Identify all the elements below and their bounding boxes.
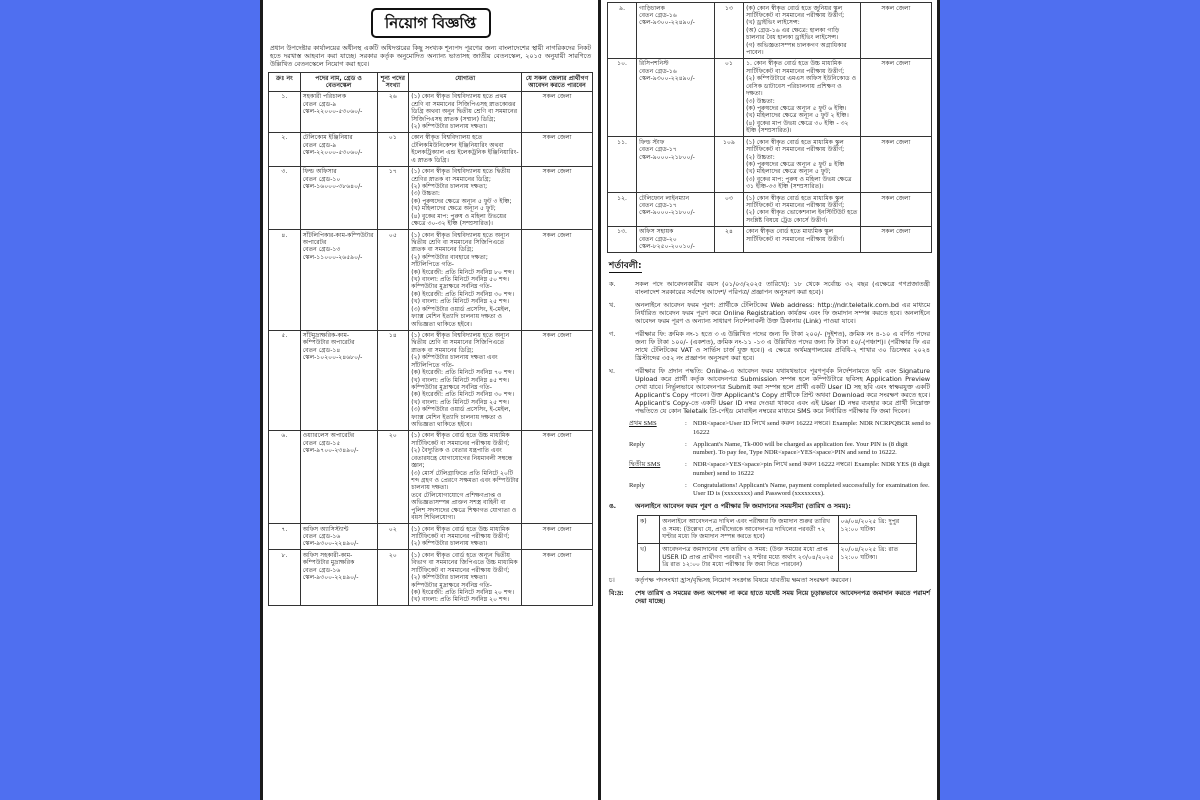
condition-item — [609, 301, 930, 325]
table-row — [269, 230, 593, 330]
job-table-right-body — [608, 3, 932, 253]
notice-title: নিয়োগ বিজ্ঞপ্তি — [371, 8, 491, 38]
footer-key: চ। — [609, 575, 615, 584]
post-line: স্কেল-৯০০০-২১৮০০/- — [639, 153, 695, 161]
conditions-list — [607, 280, 932, 415]
qualification-line: (ক) পুরুষদের ক্ষেত্রে অন্যূন ৫ ফুট ৩ ইঞ্চি; — [411, 197, 512, 205]
qualification-line: (খ) মহিলাদের ক্ষেত্রে অন্যূন ৫ ফুট; — [411, 205, 496, 213]
deadline-heading — [609, 502, 930, 510]
qualification-line: (খ) বাংলা: প্রতি মিনিটে সর্বনিম্ন ২০ শব্দ। — [411, 596, 510, 604]
qualification-line: (২) বৈদ্যুতিক ও বেতার যন্ত্রপাতি এবং বেতারযন্ত্রে যোগাযোগের নিয়মাবলী সম্বন্ধে জ্ঞান; — [411, 447, 513, 470]
qualification-line: (৩) উচ্চতা: — [746, 97, 775, 105]
qualification-line: (ক) ইংরেজী: প্রতি মিনিটে সর্বনিম্ন ৮০ শব্দ। — [411, 268, 515, 276]
job-table-left-body — [269, 91, 593, 605]
cell-serial: ৪. — [269, 230, 301, 330]
sms-row — [629, 420, 932, 436]
qualification-line: কম্পিউটার মুদ্রাক্ষরে সর্বনিম্ন গতি- — [411, 283, 492, 291]
post-line: বেতন গ্রেড-১৭ — [639, 202, 677, 210]
cell-post — [637, 226, 715, 252]
qualification-line: (৪) বুকের মাপ উভয় ক্ষেত্রে ৩০ ইঞ্চি - ৩২ ইঞ্চি (সম্প্রসারিত)। — [746, 119, 849, 135]
cell-districts: সকল জেলা — [522, 132, 593, 166]
post-line: ফিল্ড অফিসার — [302, 168, 337, 176]
deadline-key: খ) — [638, 544, 660, 572]
condition-text: সকল পদে আবেদনকারীর বয়স (০১/০৩/২০২৫ তারিখে): ১৮ থেকে সর্বোচ্চ ৩২ বছর (এক্ষেত্রে গণপ্রজাতন্ত্রী বাংলাদেশ সরকারের সর্বশেষ আদেশ/ পরিপত্র/ প্রজ্ঞাপন অনুসরণ করা হবে)। — [635, 280, 930, 297]
post-line: বেতন গ্রেড-১৬ — [302, 566, 341, 574]
cell-post — [637, 58, 715, 136]
sms-colon: : — [685, 481, 687, 489]
qualification-line: (১) কোন স্বীকৃত বোর্ড হতে উচ্চ মাধ্যমিক সার্টিফিকেট বা সমমানের পরীক্ষায় উত্তীর্ণ; — [411, 525, 510, 540]
qualification-line: (অ) গ্রেড-১৬ এর ক্ষেত্রে: হালকা গাড়ি চালনার বৈধ হালকা ড্রাইভিং লাইসেন্স। — [746, 26, 840, 42]
cell-districts: সকল জেলা — [522, 330, 593, 430]
cell-post — [300, 230, 377, 330]
qualification-line: (৩) কম্পিউটার ওয়ার্ড প্রসেসিং, ই-মেইল, ফ্যাক্স মেশিন ইত্যাদি চালনায় দক্ষতা ও অভিজ্ঞতা থাকিতে হইবে। — [411, 305, 511, 328]
qualification-line: (গ) অভিজ্ঞতাসম্পন্ন চালকগণ অগ্রাধিকার পাবেন। — [746, 41, 847, 57]
conditions-heading: শর্তাবলী: — [609, 261, 642, 273]
footer-text: শেষ তারিখ ও সময়ের জন্য অপেক্ষা না করে হাতে যথেষ্ট সময় নিয়ে চূড়ান্তভাবে আবেদনপত্র জমাদান করতে পরামর্শ দেয়া যাচ্ছে। — [635, 588, 930, 605]
cell-vacancies: ১৪ — [377, 330, 409, 430]
qualification-line: (২) কম্পিউটার চালনায় দক্ষতা। — [411, 123, 488, 131]
cell-serial: ১০. — [608, 58, 637, 136]
qualification-line: (১) কোন স্বীকৃত বিশ্ববিদ্যালয় হতে প্রথম শ্রেণি বা সমমানের সিজিপিএসহ স্নাতকোত্তর ডিগ্রি অথবা অনুন দ্বিতীয় শ্রেণি বা সমমানের সিজিপিএসহ স্নাতক (সম্মান) ডিগ্রি; — [411, 93, 518, 123]
notice-sheet — [260, 0, 940, 800]
qualification-line: (খ) বাংলা: প্রতি মিনিটে সর্বনিম্ন ২৫ শব্দ। — [411, 298, 510, 306]
qualification-line: (খ) বাংলা: প্রতি মিনিটে সর্বনিম্ন ৫০ শব্দ। — [411, 276, 510, 284]
table-row — [608, 226, 932, 252]
cell-serial: ১২. — [608, 193, 637, 227]
post-line: স্কেল-৯৩০০-২২৪৯০/- — [302, 540, 359, 548]
post-line: বেতন গ্রেড-৯ — [302, 100, 337, 108]
cell-serial: ৬. — [269, 430, 301, 523]
table-row — [269, 91, 593, 132]
table-row — [269, 132, 593, 166]
deadline-key: ক) — [638, 516, 660, 544]
header-post: পদের নাম, গ্রেড ও বেতনস্কেল — [300, 73, 377, 92]
post-line: সাঁটমুদ্রাক্ষরিক-কাম-কম্পিউটার অপারেটর — [302, 332, 355, 347]
qualification-line: কোন স্বীকৃত বোর্ড হতে মাধ্যমিক স্কুল সার্টিফিকেট বা সমমানের পরীক্ষায় উত্তীর্ণ। — [746, 228, 845, 243]
cell-districts: সকল জেলা — [522, 166, 593, 229]
post-line: অফিস সহকারী-কাম-কম্পিউটার মুদ্রাক্ষরিক — [302, 551, 355, 567]
post-line: স্কেল-৮২৫০-২০০১০/- — [639, 243, 695, 251]
cell-serial: ২. — [269, 132, 301, 166]
post-line: স্কেল-৯৩০০-২২৪৯০/- — [302, 574, 359, 582]
deadline-text: আবেদনপত্র জমাদানের শেষ তারিখ ও সময়: (উক্ত সময়ের মধ্যে প্রাপ্ত USER ID প্রাপ্ত প্রার্থীগণ পরবর্তী ৭২ ঘণ্টার মধ্যে অর্থাৎ ২৩/০৪/২০২৫ খ্রি রাত ১২:০০ টার মধ্যে পরীক্ষার ফি জমা দিতে পারবেন) — [660, 544, 838, 572]
qualification-line: (২) কম্পিউটার চালনায় দক্ষতা; — [411, 182, 488, 190]
cell-vacancies: ১৩ — [714, 3, 743, 59]
qualification-line: সাঁটলিপিতে গতি- — [411, 261, 454, 269]
cell-qualification — [409, 524, 522, 550]
table-row — [608, 3, 932, 59]
qualification-line: (২) কম্পিউটার চালনায় দক্ষতা এবং সাঁটলিপিতে গতি- — [411, 354, 498, 369]
post-line: বেতন গ্রেড-২০ — [639, 235, 677, 243]
cell-vacancies: ১০৯ — [714, 137, 743, 193]
condition-item — [609, 330, 930, 362]
cell-serial: ১৩. — [608, 226, 637, 252]
table-row — [608, 58, 932, 136]
left-column — [268, 0, 593, 800]
post-line: রিসিপশনিস্ট — [639, 60, 669, 68]
cell-vacancies: ২০ — [377, 550, 409, 606]
table-row — [269, 166, 593, 229]
cell-vacancies: ২৬ — [377, 91, 409, 132]
cell-districts: সকল জেলা — [522, 430, 593, 523]
cell-post — [637, 3, 715, 59]
sms-instructions — [607, 420, 932, 498]
table-row — [269, 330, 593, 430]
cell-serial: ১১. — [608, 137, 637, 193]
condition-item — [609, 280, 930, 296]
post-line: বেতন গ্রেড-১৬ — [639, 11, 677, 19]
qualification-line: (খ) মহিলাদের ক্ষেত্রে অন্যূন ৫ ফুট; — [746, 168, 831, 176]
right-column — [607, 0, 932, 800]
footer-key: বি:দ্র: — [609, 588, 624, 597]
cell-serial: ৯. — [608, 3, 637, 59]
footer-notes — [607, 576, 932, 605]
post-line: স্কেল-১১০০০-২৬৫৯০/- — [302, 253, 363, 261]
cell-qualification — [744, 3, 861, 59]
cell-qualification — [409, 166, 522, 229]
sms-row — [629, 461, 932, 477]
cell-qualification — [409, 430, 522, 523]
qualification-line: (৪) বুকের মাপ: পুরুষ ও মহিলা উভয়ের ক্ষেত্রে ৩০-৩২ ইঞ্চি (সম্প্রসারিত)। — [411, 212, 507, 228]
cell-post — [300, 166, 377, 229]
job-table-right — [607, 2, 932, 253]
cell-districts: সকল জেলা — [860, 193, 931, 227]
qualification-line: (১) কোন স্বীকৃত বোর্ড হতে উচ্চ মাধ্যমিক সার্টিফিকেট বা সমমানের পরীক্ষায় উত্তীর্ণ; — [411, 432, 510, 447]
post-line: অফিস অ্যাসিস্ট্যান্ট — [302, 525, 349, 533]
condition-item — [609, 367, 930, 415]
cell-post — [637, 193, 715, 227]
qualification-line: ১. কোন স্বীকৃত বোর্ড হতে উচ্চ মাধ্যমিক সার্টিফিকেট বা সমমানের পরীক্ষায় উত্তীর্ণ; — [746, 60, 845, 75]
qualification-line: (খ) বাংলা: প্রতি মিনিটে সর্বনিম্ন ২৫ শব্দ। — [411, 398, 510, 406]
qualification-line: কম্পিউটার মুদ্রাক্ষরে সর্বনিম্ন গতি- — [411, 383, 492, 391]
center-divider-rule — [598, 0, 601, 800]
cell-serial: ১. — [269, 91, 301, 132]
qualification-line: (৩) মোর্স টেলিগ্রাফিতে প্রতি মিনিটে ২০টি শব্দ গ্রহণ ও প্রেরণে সক্ষমতা এবং কম্পিউটার চালনায় দক্ষতা। — [411, 469, 519, 492]
sms-text: Applicant's Name, Tk-000 will be charged as application fee. Your PIN is (8 digit number). To pay fee, Type NDR<space>YES<space>PIN and send to 16222. — [693, 440, 908, 457]
cell-post — [300, 430, 377, 523]
cell-serial: ৩. — [269, 166, 301, 229]
header-districts: যে সকল জেলার প্রার্থীগণ আবেদন করতে পারবেন — [522, 73, 593, 92]
cell-districts: সকল জেলা — [860, 58, 931, 136]
cell-vacancies: ১৭ — [377, 166, 409, 229]
footer-item — [609, 576, 930, 584]
cell-vacancies: ০২ — [377, 524, 409, 550]
condition-key: খ. — [609, 301, 616, 310]
qualification-line: (২) উচ্চতা: — [746, 153, 775, 161]
table-row — [269, 430, 593, 523]
cell-post — [300, 91, 377, 132]
sms-text: Congratulations! Applicant's Name, payment completed successfully for examination fee. User ID is (xxxxxxxx) and Password (xxxxxxxx). — [693, 481, 930, 497]
deadline-text: অনলাইনে আবেদনপত্র দাখিল এবং পরীক্ষার ফি জমাদান শুরুর তারিখ ও সময়: (উল্লেখ্য যে, প্রার্থীদেরকে আবেদনপত্র দাখিলের পরবর্তী ৭২ ঘণ্টার মধ্যে ফি জমাদান সম্পন্ন করতে হবে) — [660, 516, 838, 544]
post-line: স্কেল-৯৩০০-২২৪৯০/- — [639, 75, 695, 83]
post-line: স্কেল-৯০০০-২১৮০০/- — [639, 209, 695, 217]
cell-post — [300, 330, 377, 430]
condition-text: পরীক্ষার ফি প্রদান পদ্ধতি: Online-এ আবেদন ফরম যথাযথভাবে পূরণপূর্বক নির্দেশনামতে ছবি এবং Signature Upload করে প্রার্থী কর্তৃক আবেদনপত্র Submission সম্পন্ন হলে কম্পিউটারে ছবিসহ Application Preview দেখা যাবে। নির্ভুলভাবে আবেদনপত্র Submit করা সম্পন্ন হলে প্রার্থী একটি User ID সহ ছবি এবং স্বাক্ষরযুক্ত একটি Applicant's Copy পাবেন। উক্ত Applicant's Copy প্রার্থীকে প্রিন্ট অথবা Download করে সংরক্ষণ করতে হবে। Applicant's Copy-তে একটি User ID নম্বর দেওয়া থাকবে এবং এই User ID নম্বর ব্যবহার করে প্রার্থী নিম্নোক্ত পদ্ধতিতে যে কোন Teletalk প্রি-পেইড মোবাইল নম্বরের মাধ্যমে SMS করে নির্ধারিত পরীক্ষার ফি জমা দিবেন। — [635, 367, 930, 416]
cell-vacancies: ২০ — [377, 430, 409, 523]
sms-text: NDR<space>User ID লিখে send করুন 16222 নম্বরে। Example: NDR NCRPQBCR send to 16222 — [693, 420, 931, 436]
qualification-line: (২) কম্পিউটার চালনায় দক্ষতা। — [411, 574, 488, 582]
cell-districts: সকল জেলা — [522, 230, 593, 330]
post-line: সহকারী পরিচালক — [302, 93, 347, 101]
header-vacancies: শূন্য পদের সংখ্যা — [377, 73, 409, 92]
cell-serial: ৮. — [269, 550, 301, 606]
qualification-line: (৩) কম্পিউটার ওয়ার্ড প্রসেসিং, ই-মেইল, ফ্যাক্স মেশিন ইত্যাদি চালনায় দক্ষতা ও অভিজ্ঞতা থাকিতে হইবে। — [411, 406, 511, 429]
post-line: অফিস সহায়ক — [639, 228, 674, 236]
cell-districts: সকল জেলা — [522, 91, 593, 132]
post-line: স্কেল-২২০০০-৫৩০৬০/- — [302, 108, 363, 116]
sms-row — [629, 482, 932, 498]
cell-vacancies: ০১ — [714, 58, 743, 136]
cell-post — [637, 137, 715, 193]
qualification-line: (৩) উচ্চতা: — [411, 190, 440, 198]
qualification-line: (ক) ইংরেজী: প্রতি মিনিটে সর্বনিম্ন ২০ শব্দ। — [411, 588, 515, 596]
sms-label: দ্বিতীয় SMS — [629, 461, 661, 469]
cell-vacancies: ০১ — [377, 132, 409, 166]
post-line: গাড়িচালক — [639, 4, 665, 12]
qualification-line: (ক) ইংরেজী: প্রতি মিনিটে সর্বনিম্ন ৩০ শব্দ। — [411, 391, 515, 399]
deadline-heading-key: ঙ. — [609, 502, 617, 511]
qualification-line: (খ) বাংলা: প্রতি মিনিটে সর্বনিম্ন ৪৫ শব্দ। — [411, 376, 510, 384]
post-line: স্কেল-১৬০০০-৩৮৬৪০/- — [302, 182, 363, 190]
deadline-row — [638, 544, 917, 572]
qualification-line: (খ) ড্রাইভিং লাইসেন্স: — [746, 19, 800, 27]
intro-paragraph: প্রধান উপদেষ্টার কার্যালয়ের অধীনস্থ একটি অধিদপ্তরের কিছু সংখ্যক শূন্যপদ পূরণের জন্য বাংলাদেশের স্থায়ী নাগরিকদের নিকট হতে দরখাস্ত আহবান করা যাচ্ছে। সরকার কর্তৃক অনুমোদিত অন্যান্য ভাতাসহ জাতীয় বেতনস্কেল, ২০১৫ অনুযায়ী সারণিতে উল্লিখিত বেতনস্কেলে নিয়োগ করা হবে। — [270, 44, 591, 68]
post-line: বেতন গ্রেড-১৩ — [302, 246, 341, 254]
sms-label: প্রথম SMS — [629, 420, 657, 428]
table-header-row — [269, 73, 593, 92]
post-line: বেতন গ্রেড-১০ — [302, 175, 341, 183]
sms-colon: : — [685, 461, 687, 469]
cell-districts: সকল জেলা — [522, 550, 593, 606]
qualification-line: (১) কোন স্বীকৃত বোর্ড হতে মাধ্যমিক স্কুল সার্টিফিকেট বা সমমানের পরীক্ষায় উত্তীর্ণ; — [746, 138, 845, 154]
qualification-line: (২) কম্পিউটার চালনায় দক্ষতা। — [411, 540, 488, 548]
qualification-line: (ক) ইংরেজী: প্রতি মিনিটে সর্বনিম্ন ৩০ শব্দ। — [411, 290, 515, 298]
cell-post — [300, 524, 377, 550]
qualification-line: (ক) ইংরেজী: প্রতি মিনিটে সর্বনিম্ন ৭০ শব্দ। — [411, 369, 515, 377]
right-border-rule — [937, 0, 940, 800]
qualification-line: (১) কোন স্বীকৃত বোর্ড হতে অন্যূন দ্বিতীয় বিভাগ বা সমমানের জিপিএতে উচ্চ মাধ্যমিক সার্টিফিকেট বা সমমানের পরীক্ষায় উত্তীর্ণ; — [411, 551, 518, 574]
condition-key: ক. — [609, 280, 616, 289]
qualification-line: (১) কোন স্বীকৃত বিশ্ববিদ্যালয় হতে অন্যূন দ্বিতীয় শ্রেণি বা সমমানের সিজিপিএতে স্নাতক বা সমমানের ডিগ্রি; — [411, 332, 510, 354]
sms-text: NDR<space>YES<space>pin লিখে send করুন 16222 নম্বরে। Example: NDR YES (8 digit number) send to 16222 — [693, 461, 930, 477]
cell-qualification — [744, 226, 861, 252]
condition-text: অনলাইনে আবেদন ফরম পূরণ: প্রার্থীকে টেলিটকের Web address: http://ndr.teletalk.com.bd এর মাধ্যমে নির্ধারিত আবেদন ফরম পূরণ করে Online Registration কার্যক্রম এবং ফি জমাদান সম্পন্ন করতে হবে। অনলাইনে আবেদন ফরম পূরণ ও অন্যান্য সাধারণ নির্দেশনাবলী উক্ত ঠিকানায় (Link) পাওয়া যাবে। — [635, 301, 930, 326]
qualification-line: কম্পিউটার মুদ্রাক্ষরে সর্বনিম্ন গতি- — [411, 581, 492, 589]
table-row — [269, 524, 593, 550]
qualification-line: (১) কোন স্বীকৃত বোর্ড হতে মাধ্যমিক স্কুল সার্টিফিকেট বা সমমানের পরীক্ষায় উত্তীর্ণ; — [746, 194, 845, 210]
deadline-value: ০৬/০৪/২০২৫ খ্রি: দুপুর ১২:০০ ঘটিকা — [838, 516, 916, 544]
post-line: সাঁটলিপিকার-কাম-কম্পিউটার অপারেটর — [302, 231, 374, 246]
table-row — [269, 550, 593, 606]
post-line: স্কেল-৯৭০০-২৩৪৯০/- — [302, 447, 359, 455]
left-border-rule — [260, 0, 263, 800]
cell-qualification — [744, 193, 861, 227]
qualification-line: তবে টেলিযোগাযোগে প্রশিক্ষণপ্রাপ্ত ও অভিজ্ঞতাসম্পন্ন প্রাক্তন সশস্ত্র বাহিনী বা পুলিশ সদস্যদের ক্ষেত্রে শিক্ষাগত যোগ্যতা ও বয়স শিথিলযোগ্য। — [411, 491, 517, 522]
qualification-line: (২) কম্পিউটারে এমএস অফিস ইউনিকোড ও বেসিক ডাটাবেস পরিচালনায় প্রশিক্ষণ ও দক্ষতা। — [746, 75, 857, 98]
cell-qualification — [409, 91, 522, 132]
cell-qualification — [744, 58, 861, 136]
post-line: বেতন গ্রেড-১৬ — [302, 532, 341, 540]
cell-serial: ৫. — [269, 330, 301, 430]
qualification-line: (১) কোন স্বীকৃত বিশ্ববিদ্যালয় হতে দ্বিতীয় শ্রেণির স্নাতক বা সমমানের ডিগ্রি; — [411, 168, 511, 183]
footer-text: কর্তৃপক্ষ পদসংখ্যা হ্রাস/বৃদ্ধিসহ নিয়োগ সংক্রান্ত বিষয়ে যাবতীয় ক্ষমতা সংরক্ষণ করবেন। — [635, 575, 852, 584]
condition-key: গ. — [609, 330, 616, 339]
qualification-line: (২) কোন স্বীকৃত ভোকেশনাল ইনস্টিটিউট হতে সংশ্লিষ্ট বিষয়ে ট্রেড কোর্সে উত্তীর্ণ। — [746, 209, 858, 224]
deadline-heading-text: অনলাইনে আবেদন ফরম পূরণ ও পরীক্ষার ফি জমাদানের সময়সীমা (তারিখ ও সময়): — [635, 502, 851, 511]
post-line: বেতন গ্রেড-১৬ — [639, 67, 677, 75]
sms-label: Reply — [629, 481, 645, 489]
qualification-line: (ক) পুরুষদের ক্ষেত্রে অন্যূন ৫ ফুট ৪ ইঞ্চি — [746, 160, 845, 168]
qualification-line: (১) কোন স্বীকৃত বিশ্ববিদ্যালয় হতে অন্যূন দ্বিতীয় শ্রেণি বা সমমানের সিজিপিএতে স্নাতক বা সমমানের ডিগ্রি; — [411, 231, 510, 254]
cell-districts: সকল জেলা — [860, 226, 931, 252]
cell-qualification — [409, 230, 522, 330]
deadline-row — [638, 516, 917, 544]
sms-label: Reply — [629, 440, 645, 448]
post-line: বেতন গ্রেড-১৫ — [302, 439, 341, 447]
deadline-table — [637, 515, 917, 572]
table-row — [608, 193, 932, 227]
cell-qualification — [409, 550, 522, 606]
post-line: স্কেল-১০২০০-২৪৬৮০/- — [302, 354, 363, 362]
cell-vacancies: ২৪ — [714, 226, 743, 252]
qualification-line: (খ) মহিলাদের ক্ষেত্রে অন্যূন ৫ ফুট ২ ইঞ্চি। — [746, 112, 849, 120]
post-line: বেতন গ্রেড-৯ — [302, 141, 337, 149]
qualification-line: কোন স্বীকৃত বিশ্ববিদ্যালয় হতে টেলিকমিউনিকেশন ইঞ্জিনিয়ারিং অথবা ইলেকট্রিক্যাল এন্ড ইলেকট্রনিক ইঞ্জিনিয়ারিং-এ স্নাতক ডিগ্রি। — [411, 134, 519, 164]
condition-text: পরীক্ষার ফি: ক্রমিক নং-১ হতে ৩ এ উল্লিখিত পদের জন্য ফি টাকা ২০০/- (দুইশত), ক্রমিক নং ৪-১০ এ বর্ণিত পদের জন্য ফি টাকা ১০০/- (একশত), ক্রমিক নং-১১ -১৩ এ উল্লিখিত পদের জন্য ফি টাকা ৫০/-(পঞ্চাশ)। (পরীক্ষার ফি এর সাথে টেলিটকের VAT ও সার্ভিস চার্জ যুক্ত হবে।) এ ক্ষেত্রে অর্থমন্ত্রণালয়ের প্রবিধি-২ শাখার ৩০ ডিসেম্বর ২০২৪ খ্রিস্টাব্দের ৩৫২ নং প্রজ্ঞাপন অনুসরণ করা হবে। — [635, 330, 930, 363]
qualification-line: (ক) কোন স্বীকৃত বোর্ড হতে জুনিয়র স্কুল সার্টিফিকেট বা সমমানের পরীক্ষায় উত্তীর্ণ; — [746, 4, 845, 19]
cell-districts: সকল জেলা — [860, 137, 931, 193]
footer-item — [609, 589, 930, 605]
sms-row — [629, 441, 932, 457]
cell-qualification — [409, 330, 522, 430]
qualification-line: (২) কম্পিউটার ব্যবহারে দক্ষতা; — [411, 253, 488, 261]
post-line: টেলিকোম ইঞ্জিনিয়ার — [302, 134, 353, 142]
cell-qualification — [744, 137, 861, 193]
table-row — [608, 137, 932, 193]
header-serial: ক্রঃ নং — [269, 73, 301, 92]
deadline-value: ২০/০৪/২০২৫ খ্রি: রাত ১২:০০ ঘটিকা। — [838, 544, 916, 572]
cell-districts: সকল জেলা — [522, 524, 593, 550]
cell-post — [300, 550, 377, 606]
post-line: বেতন গ্রেড-১৭ — [639, 146, 677, 154]
cell-districts: সকল জেলা — [860, 3, 931, 59]
post-line: স্কেল-২২০০০-৫৩০৬০/- — [302, 149, 363, 157]
post-line: স্কেল-৯৩০০-২২৪৯০/- — [639, 19, 695, 27]
qualification-line: (৩) বুকের মাপ: পুরুষ ও মহিলা উভয় ক্ষেত্রে ৩১ ইঞ্চি-৩৩ ইঞ্চি (সম্প্রসারিত)। — [746, 175, 852, 191]
sms-colon: : — [685, 420, 687, 428]
post-line: ফিল্ড স্টাফ — [639, 138, 665, 146]
qualification-line: (ক) পুরুষদের ক্ষেত্রে অন্যূন ৫ ফুট ৬ ইঞ্চি। — [746, 104, 847, 112]
header-qualification: যোগ্যতা — [409, 73, 522, 92]
cell-post — [300, 132, 377, 166]
cell-qualification — [409, 132, 522, 166]
post-line: টেলিফোন লাইনম্যান — [639, 194, 690, 202]
post-line: ওয়্যারলেস অপারেটর — [302, 432, 355, 440]
condition-key: ঘ. — [609, 367, 615, 376]
sms-colon: : — [685, 440, 687, 448]
job-table-left — [268, 72, 593, 606]
cell-serial: ৭. — [269, 524, 301, 550]
cell-vacancies: ০৫ — [377, 230, 409, 330]
cell-vacancies: ০৩ — [714, 193, 743, 227]
post-line: বেতন গ্রেড-১৪ — [302, 346, 341, 354]
